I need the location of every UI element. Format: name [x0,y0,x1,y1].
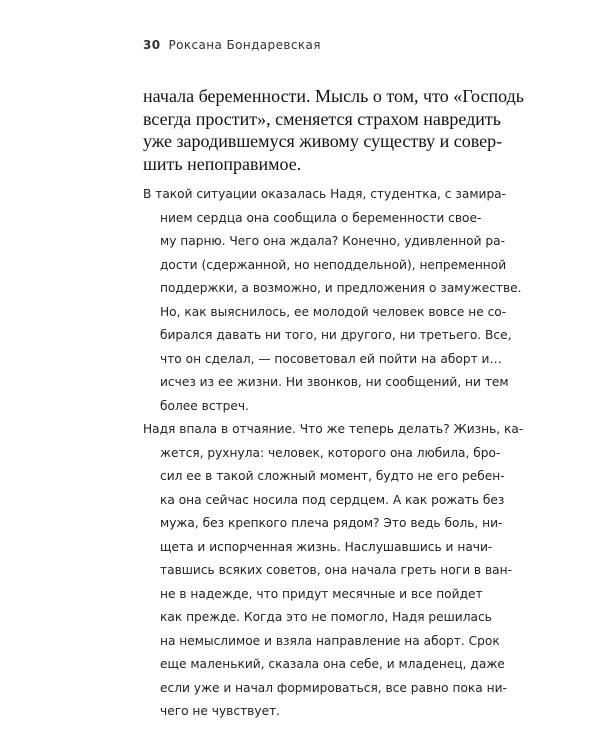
author-name: Роксана Бондаревская [168,38,321,52]
page-number: 30 [143,38,161,52]
text-line: нием сердца она сообщила о беременности свое- [160,210,482,225]
body-text [143,183,524,724]
text-line: му парню. Чего она ждала? Конечно, удивленной ра- [160,234,506,248]
text-line: если уже и начал формироваться, все равно пока ни- [160,680,507,695]
text-line: Надя впала в отчаяние. Что же теперь делать? Жизнь, ка- [143,422,524,436]
text-line: Но, как выяснилось, ее молодой человек вовсе не со- [160,304,507,319]
text-line: на немыслимое и взяла направление на аборт. Срок [160,633,500,648]
text-line: чего не чувствует. [160,704,281,718]
text-line: мужа, без крепкого плеча рядом? Это ведь боль, ни- [160,516,503,530]
text-line: как прежде. Когда это не помогло, Надя решилась [160,610,492,624]
text-line: В такой ситуации оказалась Надя, студентка, с замира- [143,187,507,201]
text-line: сил ее в такой сложный момент, будто не его ребен- [160,469,505,483]
paragraph [143,183,522,418]
pull-quote-line: начала беременности. Мысль о том, что «Господь [143,86,524,106]
pull-quote-line: уже зародившемуся живому существу и совер- [143,131,503,151]
text-line: еще маленький, сказала она себе, и младенец, даже [160,657,505,671]
pull-quote [143,85,524,175]
text-line: бирался давать ни того, ни другого, ни третьего. Все, [160,328,512,342]
text-line: поддержки, а возможно, и предложения о замужестве. [160,281,522,295]
text-line: более встреч. [160,398,249,413]
text-line: щета и испорченная жизнь. Наслушавшись и начи- [160,539,493,554]
text-line: жется, рухнула: человек, которого она любила, бро- [160,445,501,460]
text-line: исчез из ее жизни. Ни звонков, ни сообщений, ни тем [160,375,509,389]
text-line: тавшись всяких советов, она начала греть ноги в ван- [160,563,512,577]
text-line: дости (сдержанной, но неподдельной), непременной [160,257,507,272]
running-head [143,38,321,52]
text-line: ка она сейчас носила под сердцем. А как рожать без [160,492,505,507]
paragraph [143,418,524,724]
text-line: что он сделал, — посоветовал ей пойти на аборт и… [160,351,502,366]
pull-quote-line: всегда простит», сменяется страхом навредить [143,108,501,129]
pull-quote-line: шить непоправимое. [143,153,302,174]
text-line: не в надежде, что придут месячные и все пойдет [160,586,483,601]
